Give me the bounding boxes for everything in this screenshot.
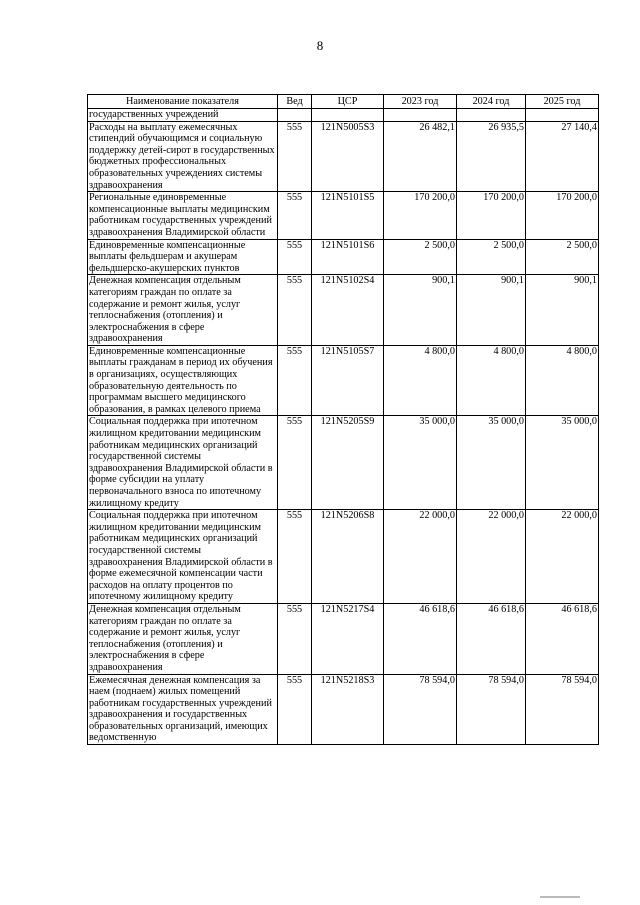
row-2025: 46 618,6 (526, 603, 599, 674)
table-row (88, 674, 599, 745)
row-2023: 4 800,0 (384, 345, 457, 416)
table-row (88, 510, 599, 604)
header-csr: ЦСР (312, 95, 384, 109)
row-csr: 121N5218S3 (312, 674, 384, 745)
table-header-row (88, 95, 599, 109)
row-csr: 121N5217S4 (312, 603, 384, 674)
row-2024: 46 618,6 (457, 603, 526, 674)
table-row (88, 345, 599, 416)
table-row (88, 275, 599, 346)
row-csr: 121N5105S7 (312, 345, 384, 416)
table-row (88, 239, 599, 275)
row-2025: 27 140,4 (526, 121, 599, 192)
row-ved: 555 (278, 275, 312, 346)
row-2024: 4 800,0 (457, 345, 526, 416)
budget-table (87, 94, 599, 745)
row-2023: 170 200,0 (384, 192, 457, 239)
row-csr: 121N5206S8 (312, 510, 384, 604)
row-name: Денежная компенсация отдельным категориям граждан по оплате за содержание и ремонт жилья, услуг теплоснабжения (отопления) и электроснабжения в сфере здравоохранения (88, 275, 278, 346)
row-2025: 22 000,0 (526, 510, 599, 604)
table-row (88, 121, 599, 192)
row-name: Денежная компенсация отдельным категориям граждан по оплате за содержание и ремонт жилья, услуг теплоснабжения (отопления) и электроснабжения в сфере здравоохранения (88, 603, 278, 674)
row-csr: 121N5101S5 (312, 192, 384, 239)
row-2024: 35 000,0 (457, 416, 526, 510)
row-name: Единовременные компенсационные выплаты гражданам в период их обучения в организациях, осуществляющих образовательную деятельность по программам высшего медицинского образования, в рамках целевого приема (88, 345, 278, 416)
row-ved: 555 (278, 510, 312, 604)
continuation-row (88, 109, 599, 122)
row-2024: 2 500,0 (457, 239, 526, 275)
row-ved: 555 (278, 345, 312, 416)
row-2023: 46 618,6 (384, 603, 457, 674)
scan-mark (540, 896, 580, 898)
row-2024: 78 594,0 (457, 674, 526, 745)
row-2023: 35 000,0 (384, 416, 457, 510)
row-2025: 2 500,0 (526, 239, 599, 275)
row-2024: 900,1 (457, 275, 526, 346)
row-name: Региональные единовременные компенсационные выплаты медицинским работникам государственных учреждений здравоохранения Владимирской области (88, 192, 278, 239)
row-2025: 170 200,0 (526, 192, 599, 239)
row-2025: 4 800,0 (526, 345, 599, 416)
row-ved: 555 (278, 674, 312, 745)
row-2023: 22 000,0 (384, 510, 457, 604)
row-ved: 555 (278, 192, 312, 239)
row-2025: 78 594,0 (526, 674, 599, 745)
row-name: Единовременные компенсационные выплаты фельдшерам и акушерам фельдшерско-акушерских пунктов (88, 239, 278, 275)
row-ved: 555 (278, 416, 312, 510)
row-ved: 555 (278, 121, 312, 192)
header-name: Наименование показателя (88, 95, 278, 109)
row-2023: 900,1 (384, 275, 457, 346)
table-row (88, 603, 599, 674)
row-2025: 35 000,0 (526, 416, 599, 510)
header-2024: 2024 год (457, 95, 526, 109)
row-2023: 78 594,0 (384, 674, 457, 745)
row-name: Расходы на выплату ежемесячных стипендий обучающимся и социальную поддержку детей-сирот в государственных бюджетных профессиональных образовательных учреждениях системы здравоохранения (88, 121, 278, 192)
continuation-text: государственных учреждений (88, 109, 278, 122)
header-2023: 2023 год (384, 95, 457, 109)
row-csr: 121N5102S4 (312, 275, 384, 346)
row-2023: 26 482,1 (384, 121, 457, 192)
row-csr: 121N5101S6 (312, 239, 384, 275)
row-2024: 170 200,0 (457, 192, 526, 239)
row-2024: 22 000,0 (457, 510, 526, 604)
row-name: Социальная поддержка при ипотечном жилищном кредитовании медицинским работникам медицинских организаций государственной системы здравоохранения Владимирской области в форме ежемесячной компенсации части расходов на оплату процентов по ипотечному жилищному кредиту (88, 510, 278, 604)
row-ved: 555 (278, 603, 312, 674)
header-ved: Вед (278, 95, 312, 109)
row-ved: 555 (278, 239, 312, 275)
row-csr: 121N5205S9 (312, 416, 384, 510)
row-2025: 900,1 (526, 275, 599, 346)
row-name: Социальная поддержка при ипотечном жилищном кредитовании медицинским работникам медицинских организаций государственной системы здравоохранения Владимирской области в форме субсидии на уплату первоначального взноса по ипотечному жилищному кредиту (88, 416, 278, 510)
row-name: Ежемесячная денежная компенсация за наем (поднаем) жилых помещений работникам государственных учреждений здравоохранения и государственных образовательных организаций, имеющих ведомственную (88, 674, 278, 745)
table-row (88, 192, 599, 239)
row-2023: 2 500,0 (384, 239, 457, 275)
row-csr: 121N5005S3 (312, 121, 384, 192)
row-2024: 26 935,5 (457, 121, 526, 192)
header-2025: 2025 год (526, 95, 599, 109)
table-row (88, 416, 599, 510)
page-number: 8 (316, 38, 324, 53)
